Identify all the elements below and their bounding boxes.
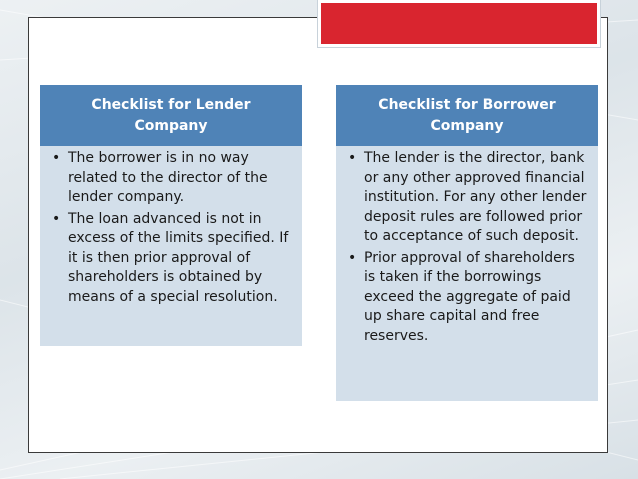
lender-checklist-panel [40,85,302,346]
borrower-checklist-panel [336,85,598,401]
list-item: • The borrower is in no way related to the director of the lender company. [52,149,294,208]
list-item: • The lender is the director, bank or any other approved financial institution. For any other lender deposit rules are followed prior to acceptance of such deposit. [348,149,590,247]
lender-checklist-list [52,149,294,307]
borrower-checklist-header: Checklist for Borrower Company [336,85,598,146]
borrower-checklist-body [336,146,598,401]
lender-checklist-header: Checklist for Lender Company [40,85,302,146]
list-item: • The loan advanced is not in excess of the limits specified. If it is then prior approval of shareholders is obtained by means of a special resolution. [52,210,294,308]
list-item: • Prior approval of shareholders is taken if the borrowings exceed the aggregate of paid up share capital and free reserves. [348,249,590,347]
borrower-checklist-list [348,149,590,346]
lender-checklist-body [40,146,302,346]
title-accent-box [318,0,600,47]
